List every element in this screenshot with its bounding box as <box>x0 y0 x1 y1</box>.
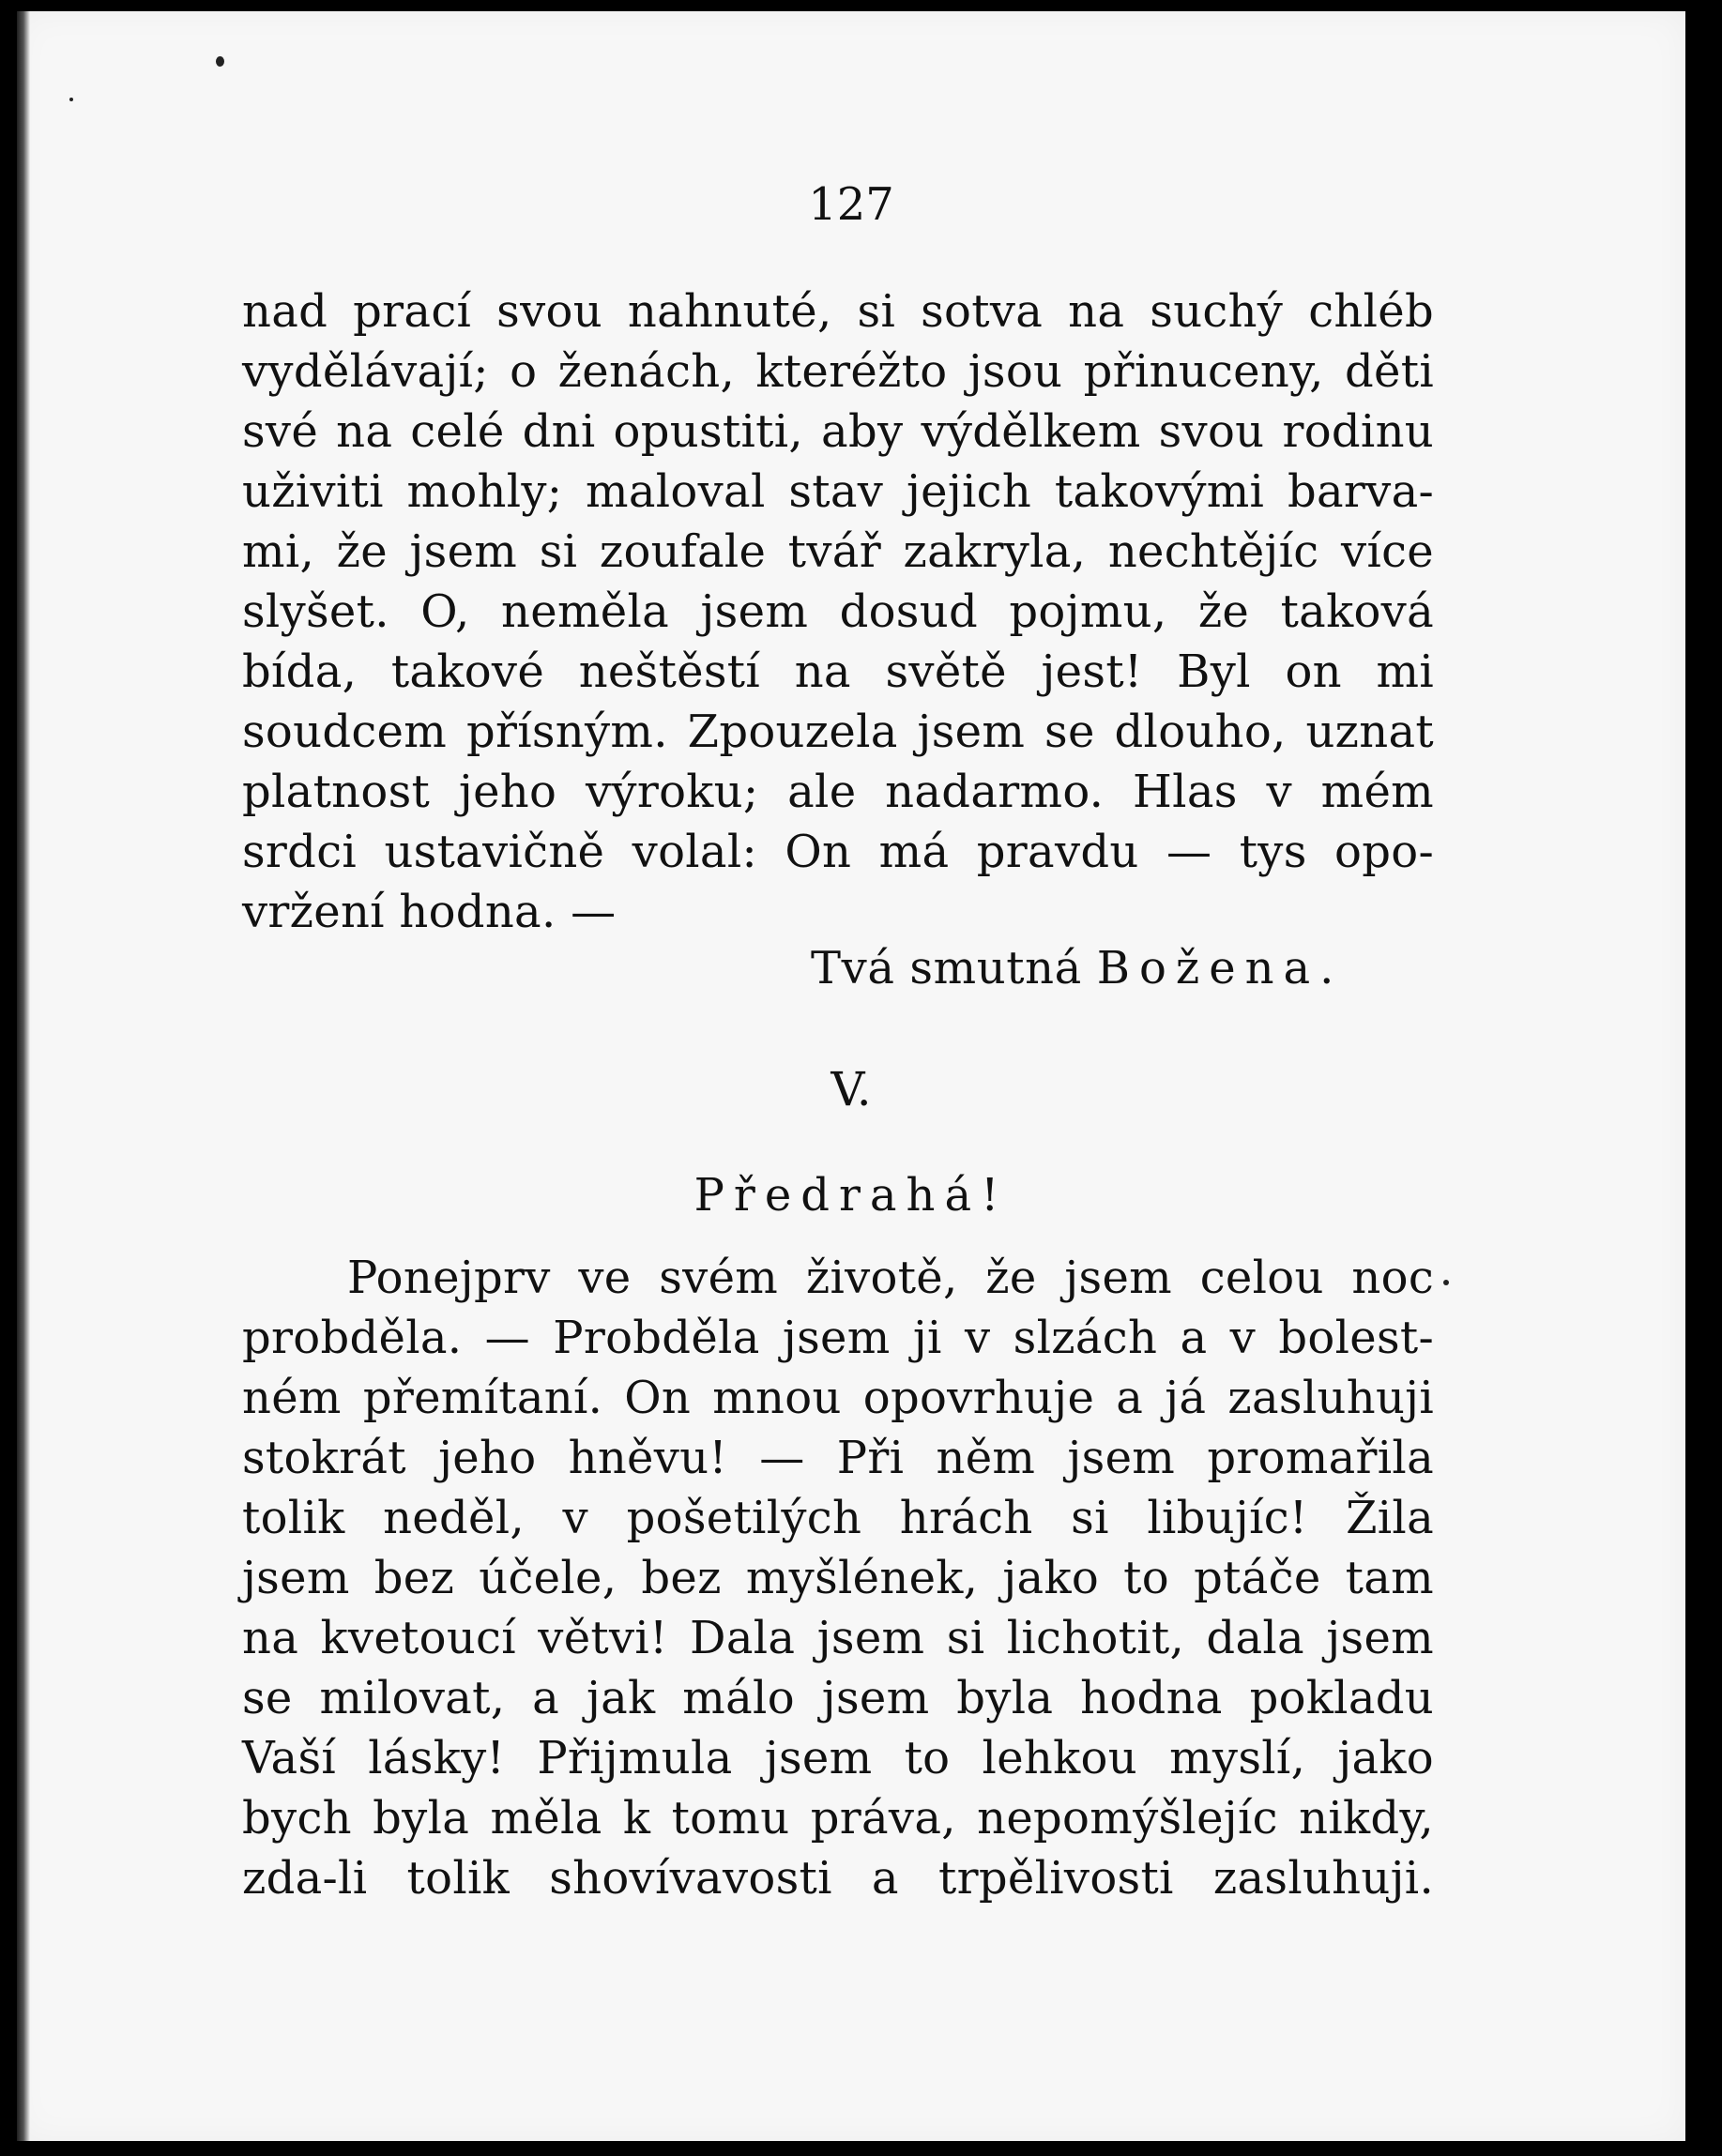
scan-speck <box>216 56 224 67</box>
text-line: ném přemítaní. On mnou opovrhuje a já zasluhuji <box>242 1372 1434 1424</box>
text-line: zda-li tolik shovívavosti a trpělivosti zasluhuji. <box>242 1852 1434 1905</box>
text-line: slyšet. O, neměla jsem dosud pojmu, že taková <box>242 585 1434 638</box>
text-line: vržení hodna. — <box>242 886 617 938</box>
book-page <box>17 11 1685 2141</box>
text-line: se milovat, a jak málo jsem byla hodna pokladu <box>242 1672 1434 1724</box>
text-line: nad prací svou nahnuté, si sotva na suchý chléb <box>242 285 1434 338</box>
paragraph-letter-ending <box>242 281 1434 942</box>
text-line: tolik neděl, v pošetilých hrách si libujíc! Žila <box>242 1492 1434 1544</box>
text-line: Ponejprv ve svém životě, že jsem celou noc <box>347 1252 1434 1304</box>
signature-name: Božena. <box>1096 942 1344 994</box>
text-line: srdci ustavičně volal: On má pravdu — tys opo- <box>242 826 1434 878</box>
page-number: 127 <box>808 178 894 231</box>
text-line: své na celé dni opustiti, aby výdělkem svou rodinu <box>242 405 1434 458</box>
text-line: na kvetoucí větvi! Dala jsem si lichotit, dala jsem <box>242 1612 1434 1664</box>
scan-speck <box>69 98 73 101</box>
section-numeral: V. <box>831 1062 872 1116</box>
text-line: bída, takové neštěstí na světě jest! Byl on mi <box>242 645 1434 698</box>
text-line: jsem bez účele, bez myšlének, jako to ptáče tam <box>242 1552 1434 1604</box>
letter-salutation: Předrahá! <box>693 1169 1009 1222</box>
signature-prefix: Tvá smutná <box>811 942 1082 994</box>
page-spine-shadow <box>17 11 30 2141</box>
text-line: soudcem přísným. Zpouzela jsem se dlouho, uznat <box>242 706 1434 758</box>
text-line: uživiti mohly; maloval stav jejich takovými barva- <box>242 465 1434 518</box>
text-line: Vaší lásky! Přijmula jsem to lehkou myslí, jako <box>242 1732 1434 1784</box>
scan-speck <box>1443 1280 1449 1285</box>
text-line: mi, že jsem si zoufale tvář zakryla, nechtějíc více <box>242 525 1434 578</box>
text-line: vydělávají; o ženách, kteréžto jsou přinuceny, děti <box>242 345 1434 398</box>
text-line: bych byla měla k tomu práva, nepomýšlejíc nikdy, <box>242 1792 1434 1845</box>
text-line: stokrát jeho hněvu! — Při něm jsem promařila <box>242 1432 1434 1484</box>
text-line: probděla. — Probděla jsem ji v slzách a v bolest- <box>242 1312 1434 1364</box>
text-line: platnost jeho výroku; ale nadarmo. Hlas v mém <box>242 766 1434 818</box>
paragraph-letter-body <box>242 1248 1434 1908</box>
letter-signature <box>811 938 1343 998</box>
